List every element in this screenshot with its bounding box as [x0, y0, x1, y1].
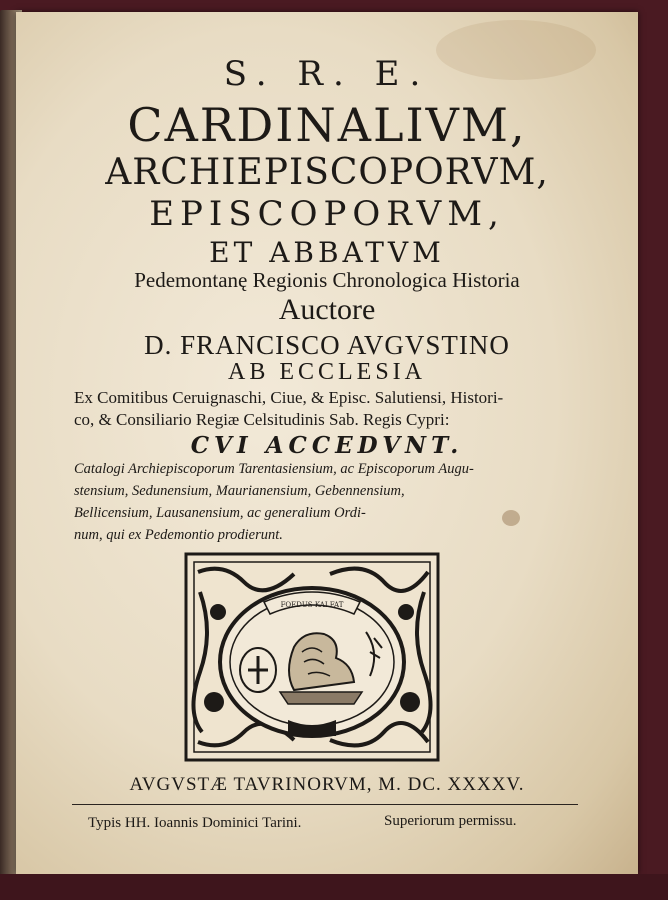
printer-line: Typis HH. Ioannis Dominici Tarini.: [88, 815, 302, 831]
author-credentials-1: Ex Comitibus Ceruignaschi, Ciue, & Episc. Salutiensi, Histori-: [74, 388, 504, 407]
subtitle-line: Pedemontanę Regionis Chronologica Historia: [134, 268, 520, 292]
permission-line: Superiorum permissu.: [384, 813, 517, 829]
catalogue-line-2: stensium, Sedunensium, Maurianensium, Gebennensium,: [74, 483, 405, 499]
catalogue-line-4: num, qui ex Pedemontio prodierunt.: [74, 527, 283, 543]
title-page: [16, 12, 638, 874]
title-line-abbatum: ET ABBATVM: [209, 236, 445, 269]
table-surface: [0, 874, 668, 900]
author-credentials-2: co, & Consiliario Regiæ Celsitudinis Sab. Regis Cypri:: [74, 410, 450, 429]
printer-emblem-woodcut: [184, 552, 440, 762]
auctore-line: Auctore: [278, 293, 376, 326]
catalogue-line-3: Bellicensium, Lausanensium, ac generalium Ordi-: [74, 505, 366, 521]
cui-accedunt-heading: CVI ACCEDVNT.: [190, 432, 464, 459]
emblem-banner-text: FOEDUS KAI FAT: [280, 601, 344, 609]
catalogue-line-1: Catalogi Archiepiscoporum Tarentasiensium, ac Episcoporum Augu-: [74, 461, 474, 477]
author-surname: AB ECCLESIA: [227, 359, 426, 385]
imprint-place-date: AVGVSTÆ TAVRINORVM, M. DC. XXXXV.: [129, 774, 525, 795]
author-name: D. FRANCISCO AVGVSTINO: [144, 330, 510, 360]
title-line-episcoporum: EPISCOPORVM,: [149, 194, 505, 234]
title-line-sre: S. R. E.: [223, 54, 431, 94]
imprint-rule: [72, 804, 578, 805]
title-line-cardinalium: CARDINALIVM,: [127, 98, 527, 152]
title-line-archiepiscoporum: ARCHIEPISCOPORVM,: [105, 152, 549, 193]
